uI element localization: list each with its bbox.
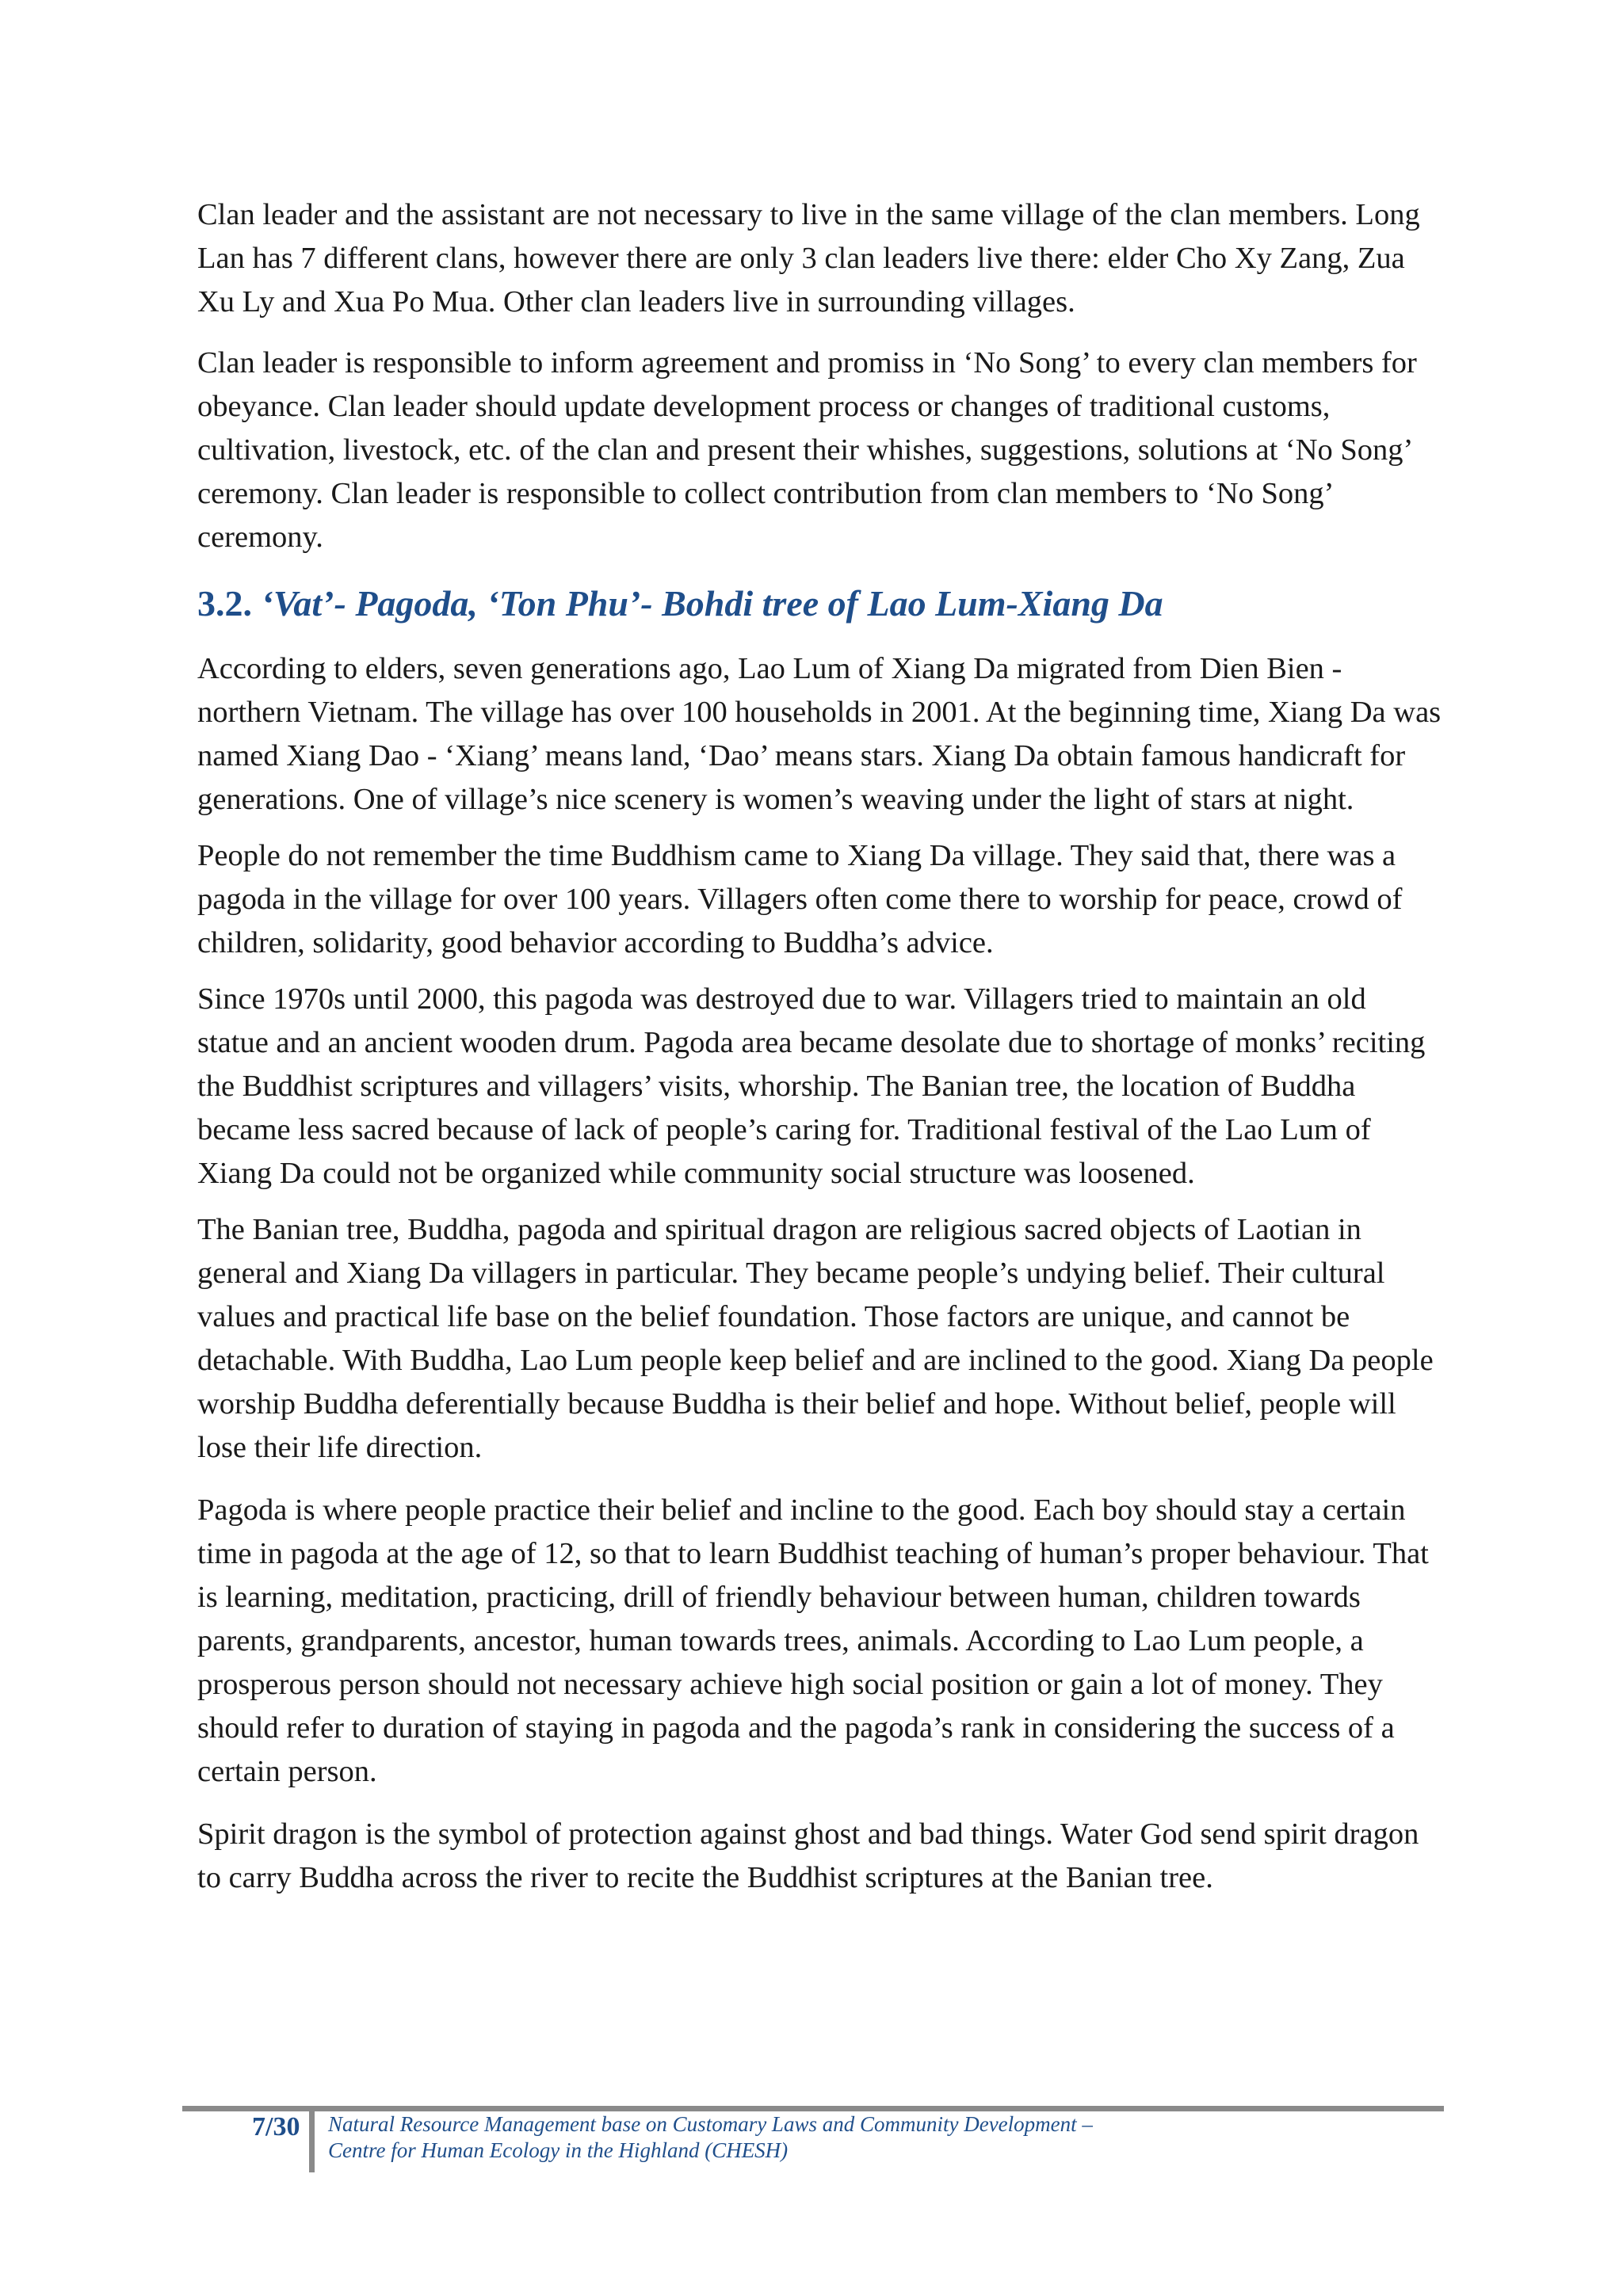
section-number: 3.2. [197,583,252,624]
page-number: 7/30 [252,2112,300,2142]
paragraph-clan-leader-residence: Clan leader and the assistant are not necessary to live in the same village of the clan members. Long Lan has 7 different clans, however there are only 3 clan leaders live there: elder Cho Xy Zang, Zua Xu Ly and Xua Po Mua. Other clan leaders live in surrounding villages. [197,198,1420,318]
footer-divider [309,2111,315,2172]
paragraph-buddhism-arrival: People do not remember the time Buddhism came to Xiang Da village. They said that, there was a pagoda in the village for over 100 years. Villagers often come there to worship for peace, crowd of children, solidarity, good behavior according to Buddha’s advice. [197,839,1403,959]
paragraph-pagoda-destruction: Since 1970s until 2000, this pagoda was destroyed due to war. Villagers tried to maintain an old statue and an ancient wooden drum. Pagoda area became desolate due to shortage of monks’ reciting the Buddhist scriptures and villagers’ visits, whorship. The Banian tree, the location of Buddha became less sacred because of lack of people’s caring for. Traditional festival of the Lao Lum of Xiang Da could not be organized while community social structure was loosened. [197,982,1426,1190]
paragraph-sacred-objects: The Banian tree, Buddha, pagoda and spiritual dragon are religious sacred objects of Laotian in general and Xiang Da villagers in particular. They became people’s undying belief. Their cultural values and practical life base on the belief foundation. Those factors are unique, and cannot be detachable. With Buddha, Lao Lum people keep belief and are inclined to the good. Xiang Da people worship Buddha deferentially because Buddha is their belief and hope. Without belief, people will lose their life direction. [197,1213,1434,1464]
paragraph-clan-leader-duties: Clan leader is responsible to inform agreement and promiss in ‘No Song’ to every clan members for obeyance. Clan leader should update development process or changes of traditional customs, cultivation, livestock, etc. of the clan and present their whishes, suggestions, solutions at ‘No Song’ ceremony. Clan leader is responsible to collect contribution from clan members to ‘No Song’ ceremony. [197,346,1417,554]
page-body [197,193,1442,1900]
paragraph-xiang-da-history: According to elders, seven generations ago, Lao Lum of Xiang Da migrated from Dien Bien - northern Vietnam. The village has over 100 households in 2001. At the beginning time, Xiang Da was named Xiang Dao - ‘Xiang’ means land, ‘Dao’ means stars. Xiang Da obtain famous handicraft for generations. One of village’s nice scenery is women’s weaving under the light of stars at night. [197,652,1442,816]
footer-rule [182,2106,1444,2111]
footer-caption [328,2111,1093,2164]
section-heading [197,580,1442,627]
paragraph-pagoda-practice: Pagoda is where people practice their belief and incline to the good. Each boy should stay a certain time in pagoda at the age of 12, so that to learn Buddhist teaching of human’s proper behaviour. That is learning, meditation, practicing, drill of friendly behaviour between human, children towards parents, grandparents, ancestor, human towards trees, animals. According to Lao Lum people, a prosperous person should not necessary achieve high social position or gain a lot of money. They should refer to duration of staying in pagoda and the pagoda’s rank in considering the success of a certain person. [197,1493,1429,1788]
footer-line-1: Natural Resource Management base on Customary Laws and Community Development – [328,2112,1093,2136]
paragraph-spirit-dragon: Spirit dragon is the symbol of protection against ghost and bad things. Water God send spirit dragon to carry Buddha across the river to recite the Buddhist scriptures at the Banian tree. [197,1817,1419,1894]
footer-line-2: Centre for Human Ecology in the Highland (CHESH) [328,2138,789,2162]
section-title: ‘Vat’- Pagoda, ‘Ton Phu’- Bohdi tree of Lao Lum-Xiang Da [261,583,1163,624]
